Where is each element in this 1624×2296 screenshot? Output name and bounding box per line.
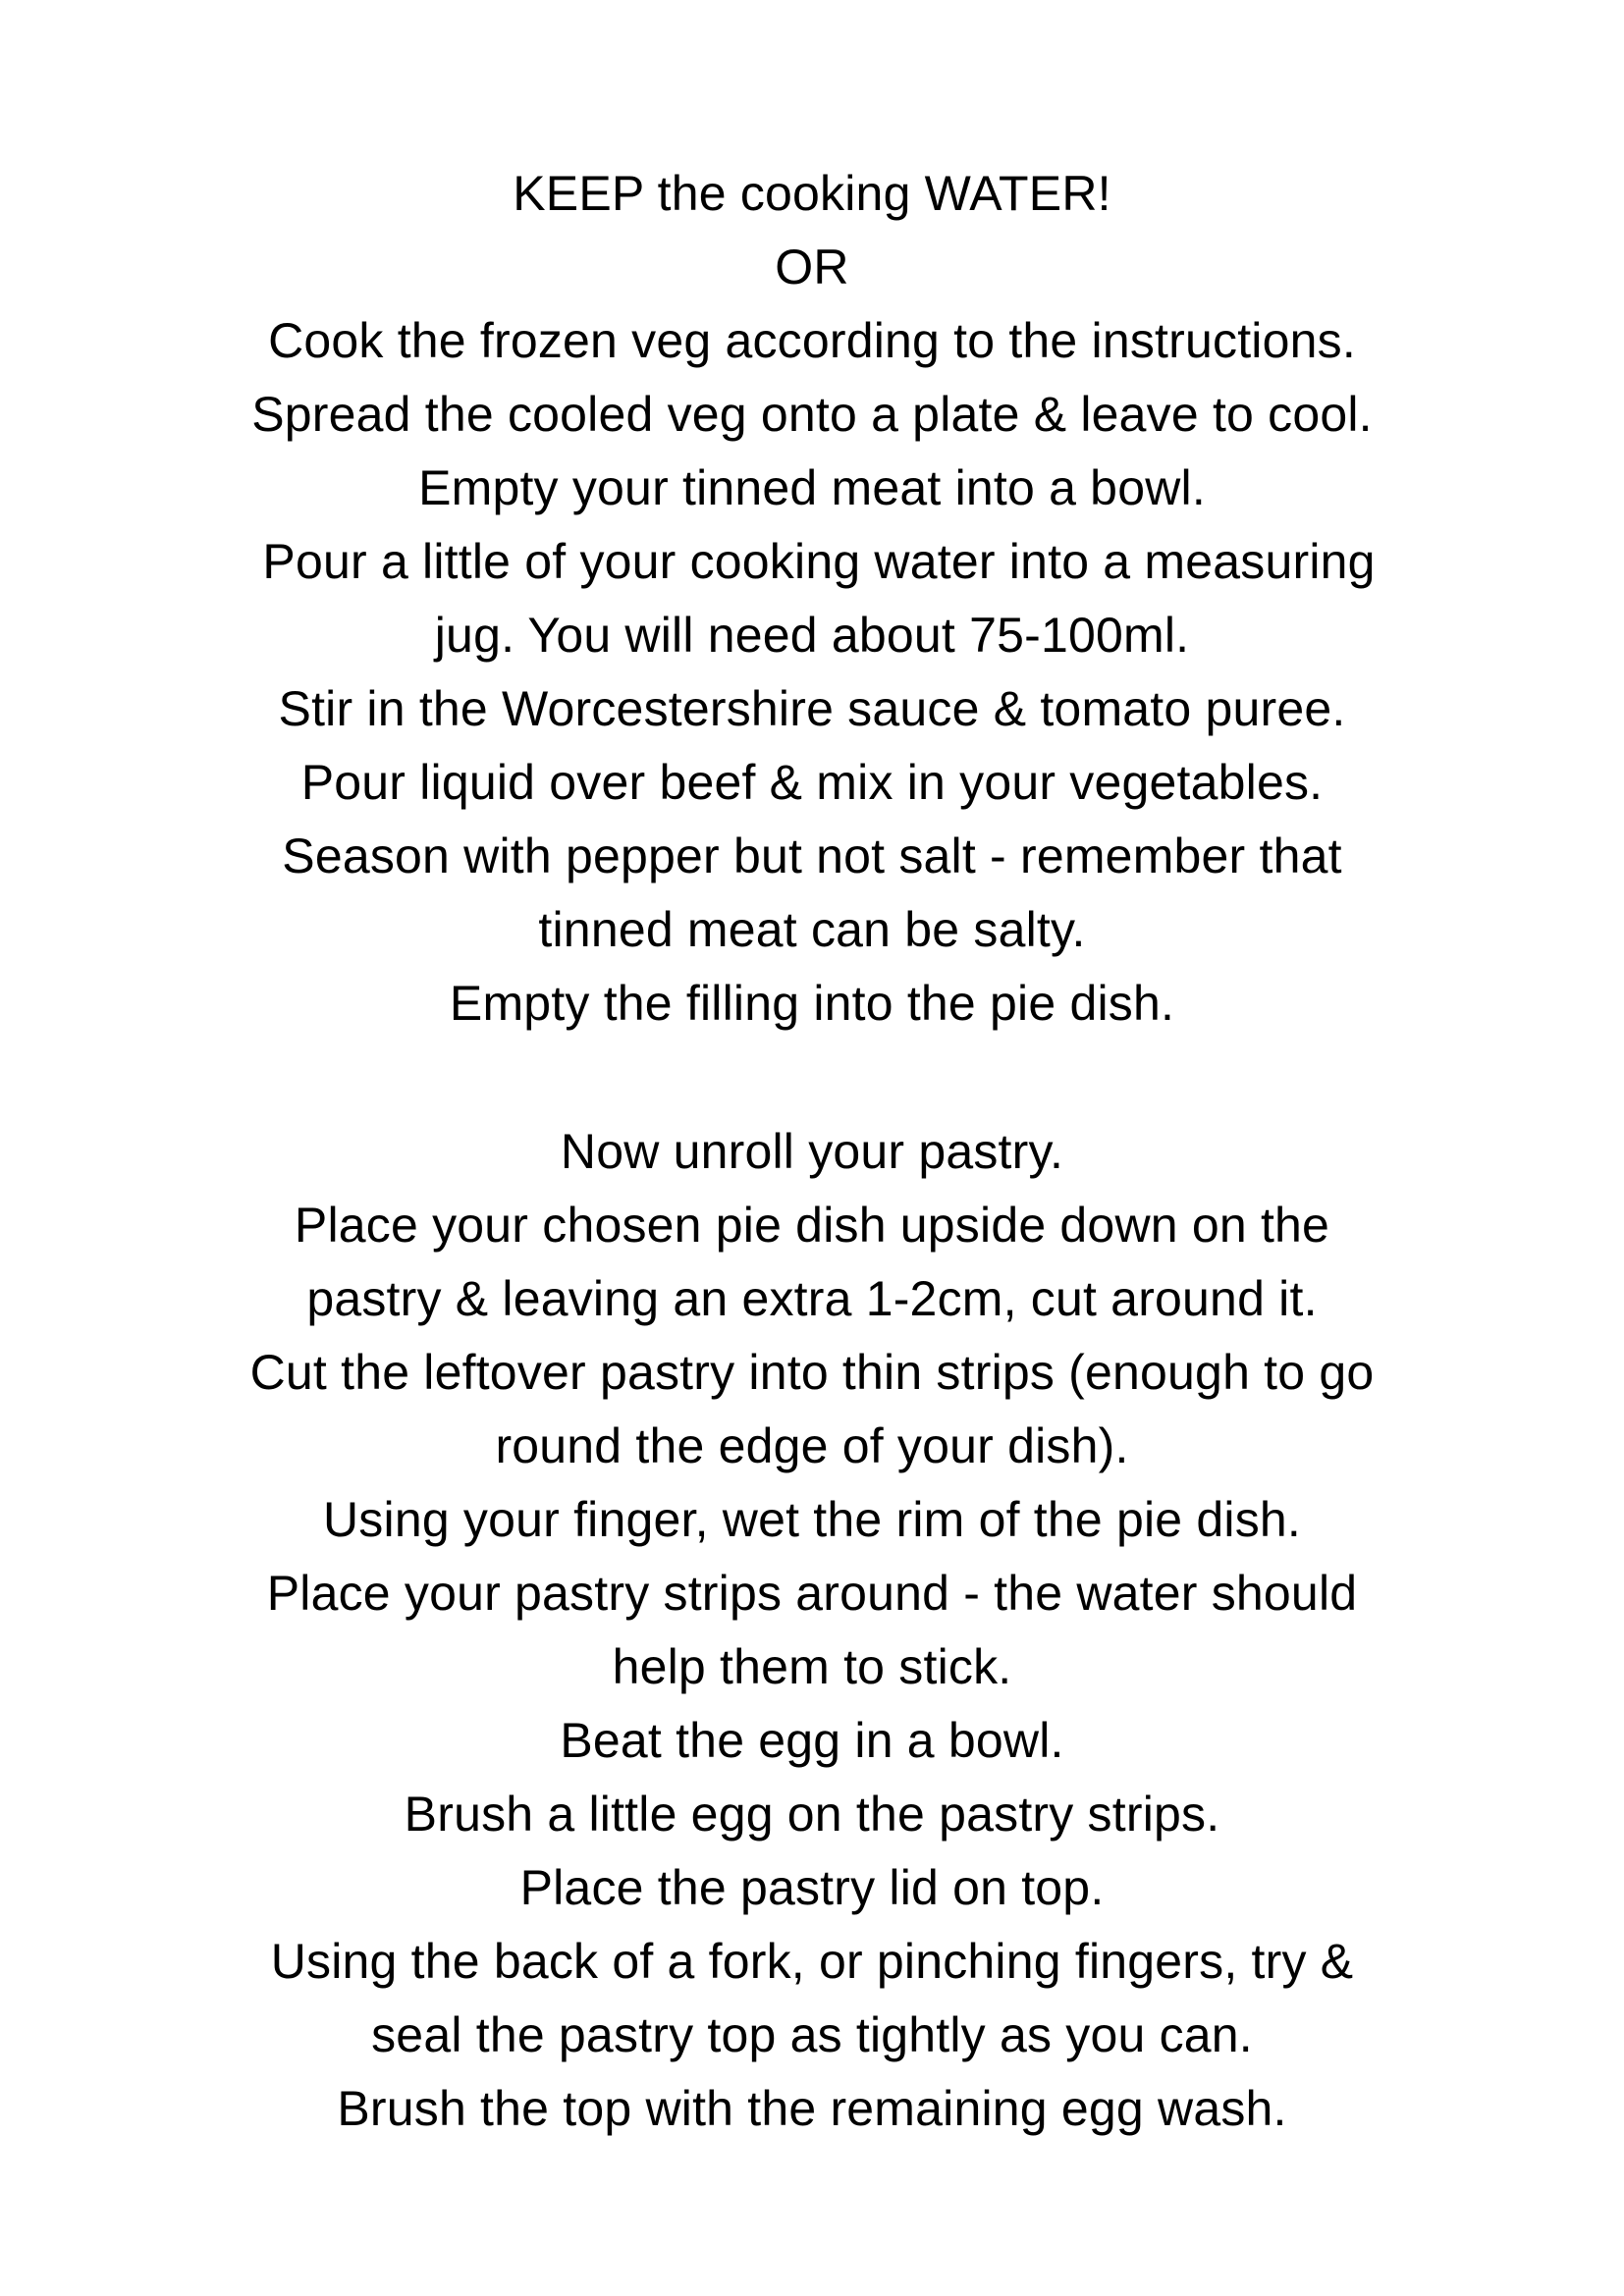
- instruction-line: tinned meat can be salty.: [538, 902, 1086, 957]
- instruction-line: round the edge of your dish).: [495, 1418, 1129, 1473]
- instruction-line: OR: [775, 240, 849, 294]
- instruction-line: pastry & leaving an extra 1-2cm, cut around it.: [306, 1271, 1318, 1326]
- instruction-line: Beat the egg in a bowl.: [560, 1713, 1064, 1768]
- instruction-line: Empty your tinned meat into a bowl.: [418, 460, 1206, 515]
- instruction-line: Place your pastry strips around - the water should: [266, 1566, 1358, 1621]
- instruction-line: Now unroll your pastry.: [560, 1124, 1064, 1179]
- instruction-line: Pour liquid over beef & mix in your vegetables.: [300, 755, 1324, 810]
- instruction-line: Empty the filling into the pie dish.: [449, 976, 1175, 1031]
- instruction-line: jug. You will need about 75-100ml.: [434, 608, 1190, 663]
- instruction-line: Place your chosen pie dish upside down on the: [294, 1198, 1330, 1253]
- instruction-line: Cook the frozen veg according to the instructions.: [268, 313, 1356, 368]
- instruction-line: Pour a little of your cooking water into a measuring: [248, 534, 1376, 589]
- instruction-line: Using your finger, wet the rim of the pie dish.: [323, 1492, 1301, 1547]
- instruction-line: Season with pepper but not salt - remember that: [282, 828, 1342, 883]
- instruction-line: Brush the top with the remaining egg wash.: [337, 2081, 1287, 2136]
- instruction-line: Place the pastry lid on top.: [519, 1860, 1105, 1915]
- instruction-line: KEEP the cooking WATER!: [513, 166, 1111, 221]
- instructions-section-pastry: [147, 1115, 1477, 2146]
- instruction-line: Spread the cooled veg onto a plate & leave to cool.: [251, 387, 1373, 442]
- instruction-line: Cut the leftover pastry into thin strips (enough to go: [249, 1345, 1375, 1400]
- instructions-section-cooking: [147, 157, 1477, 1041]
- instruction-line: Brush a little egg on the pastry strips.: [404, 1787, 1220, 1842]
- instruction-line: seal the pastry top as tightly as you can.: [371, 2007, 1253, 2062]
- instruction-line: Stir in the Worcestershire sauce & tomato puree.: [278, 681, 1346, 736]
- instruction-line: Using the back of a fork, or pinching fingers, try &: [270, 1934, 1354, 1989]
- instruction-line: help them to stick.: [612, 1639, 1012, 1694]
